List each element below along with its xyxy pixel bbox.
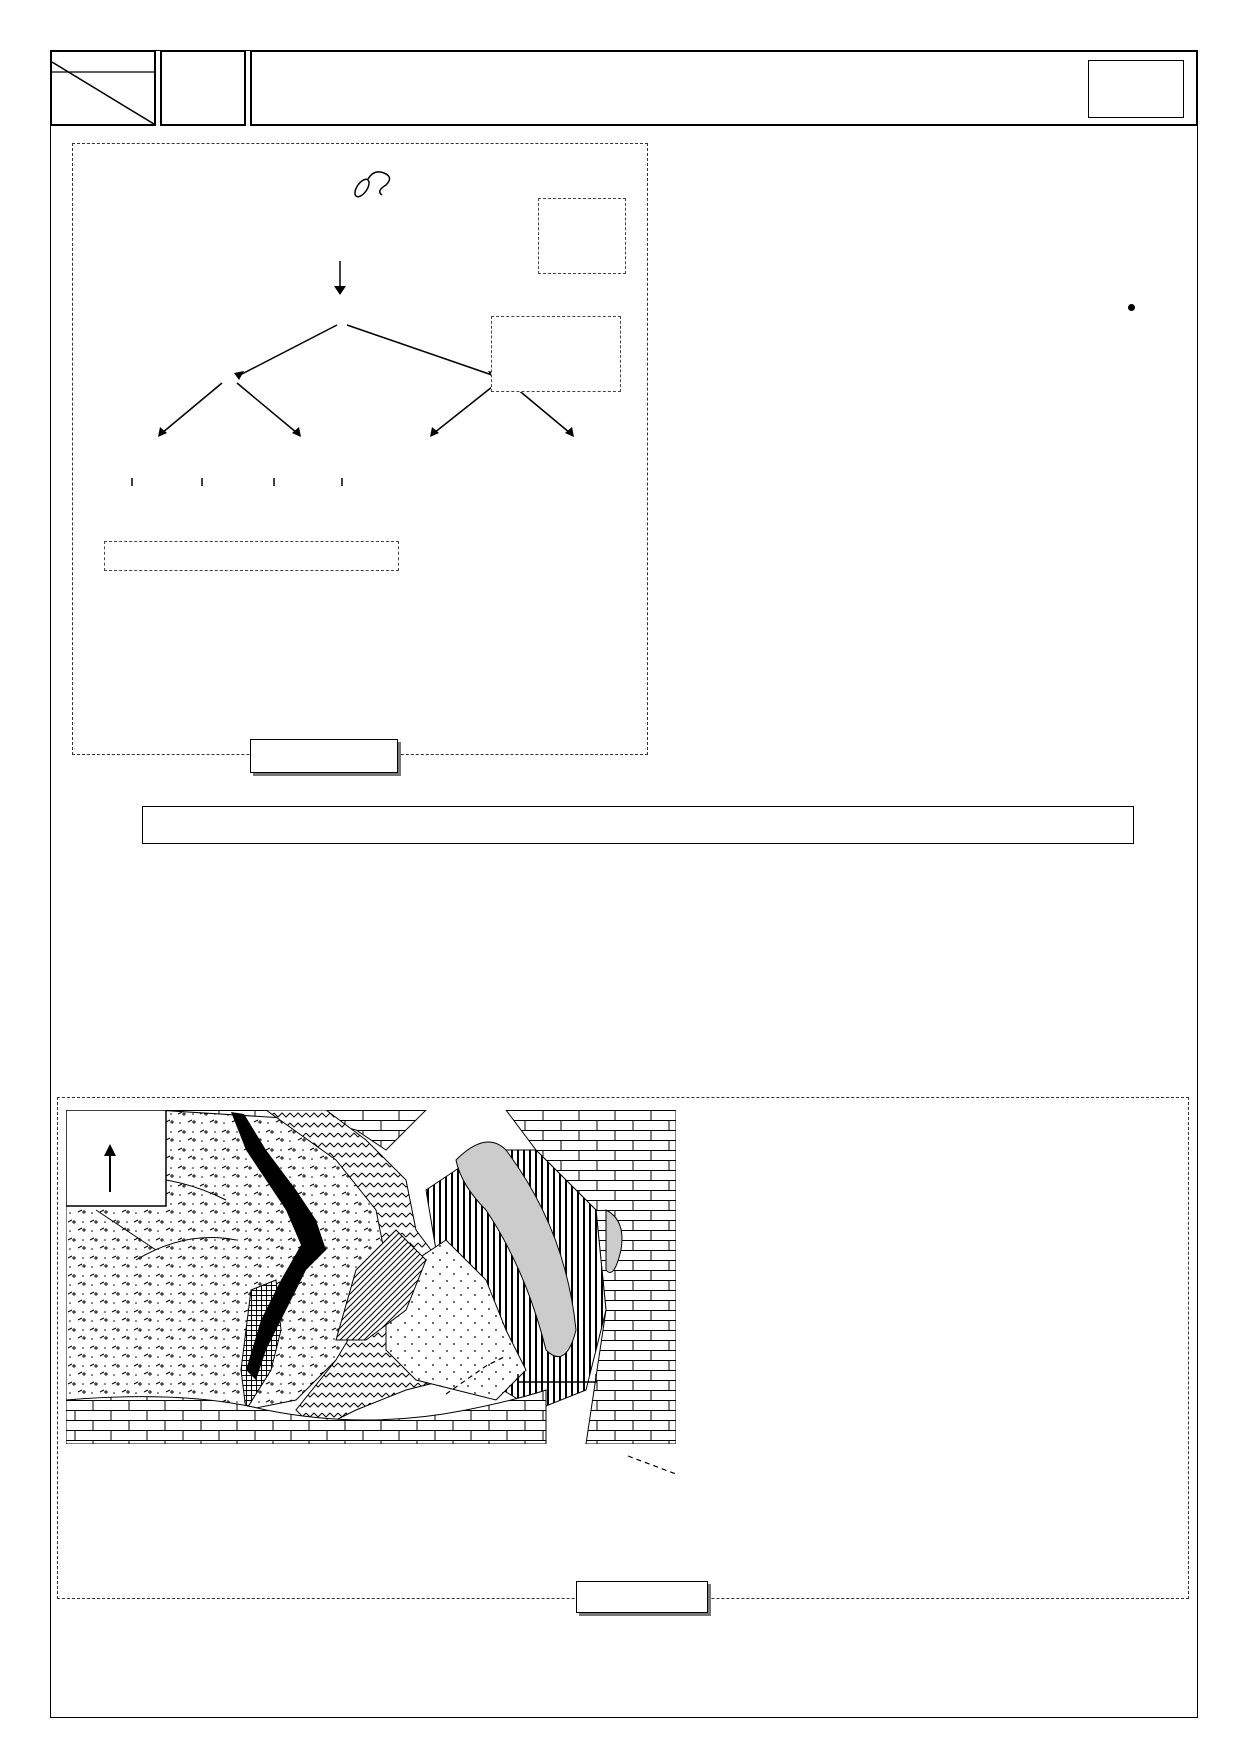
isograd-line-sample: [626, 1446, 686, 1486]
map-legend: [702, 1105, 1172, 1595]
exam-ref-box: [1088, 60, 1184, 118]
label-differentiation: [104, 541, 399, 571]
exam-title-box: [250, 50, 1198, 126]
label-proliferation: [491, 316, 621, 392]
geological-map: [66, 1110, 676, 1444]
question-2: [672, 148, 1112, 177]
antigen-icon: [352, 172, 389, 199]
exercise-4-title: [142, 806, 1134, 844]
page-box-diagonal: [52, 52, 154, 124]
mineral-key: [200, 1490, 660, 1520]
label-clonal-selection: [538, 198, 626, 274]
arrow-down-icon: [334, 261, 346, 295]
exam-code: [160, 50, 246, 126]
page-number-box: [50, 50, 156, 126]
document-3-caption: [250, 739, 398, 773]
bullet-icon: [1128, 304, 1135, 311]
document-1-caption: [576, 1581, 708, 1613]
